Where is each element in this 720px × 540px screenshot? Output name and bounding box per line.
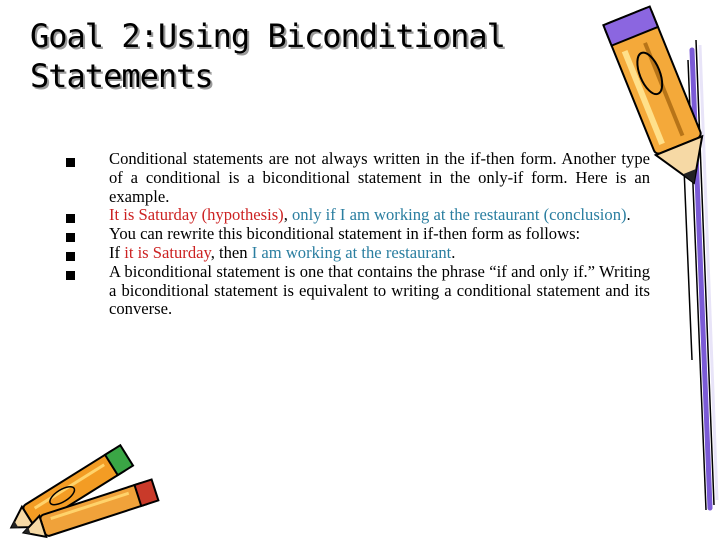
bullet-text <box>109 206 650 225</box>
text-segment: You can rewrite this biconditional statement in if-then form as follows: <box>109 224 581 244</box>
square-bullet-icon <box>66 252 75 261</box>
bullet-text <box>109 244 650 263</box>
bullet-text <box>109 263 650 319</box>
pencil-clipart-icon <box>600 0 720 520</box>
text-segment: A biconditional statement is one that contains the phrase “if and only if.” Writing a biconditional statement is equivalent to writing a conditional statement and its converse. <box>109 261 650 319</box>
bullet-text <box>109 150 650 206</box>
slide-title-line-1: Goal 2:Using Biconditional <box>30 17 505 55</box>
conclusion-text: only if I am working at the restaurant (conclusion) <box>291 205 627 225</box>
square-bullet-icon <box>66 158 75 167</box>
text-segment: Conditional statements are not always written in the if-then form. Another type of a conditional is a biconditional statement in the only-if form. Here is an example. <box>109 149 650 206</box>
text-segment: , <box>283 205 292 225</box>
slide-title-line-2: Statements <box>30 57 213 95</box>
bullet-item <box>60 263 650 319</box>
bullet-item <box>60 150 650 206</box>
slide-title <box>30 16 590 96</box>
square-bullet-icon <box>66 214 75 223</box>
bullet-item <box>60 225 650 244</box>
text-segment: . <box>451 242 456 262</box>
text-segment: , then <box>210 242 252 262</box>
text-segment: If <box>109 242 125 262</box>
bullet-item <box>60 244 650 263</box>
bullet-list <box>60 150 650 319</box>
bullet-item <box>60 206 650 225</box>
square-bullet-icon <box>66 271 75 280</box>
bullet-text <box>109 225 650 244</box>
hypothesis-text: It is Saturday (hypothesis) <box>109 205 284 225</box>
pencils-clipart-icon <box>0 430 170 540</box>
conclusion-text: I am working at the restaurant <box>251 242 452 262</box>
hypothesis-text: it is Saturday <box>124 242 211 262</box>
square-bullet-icon <box>66 233 75 242</box>
text-segment: . <box>626 205 631 225</box>
